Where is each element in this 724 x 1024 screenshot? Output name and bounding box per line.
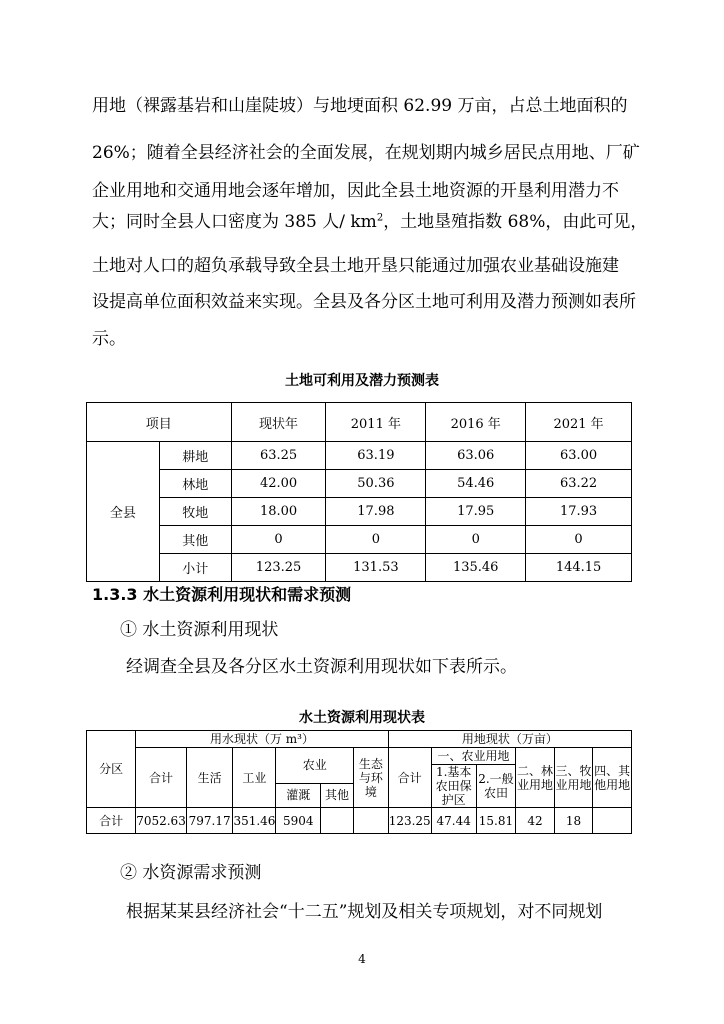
header-cell: 其他 bbox=[321, 783, 354, 807]
table-row bbox=[87, 526, 632, 554]
header-cell: 工业 bbox=[233, 748, 276, 808]
header-cell: 一、农业用地 bbox=[431, 748, 516, 765]
data-cell: 合计 bbox=[87, 808, 136, 834]
table1-caption: 土地可利用及潜力预测表 bbox=[285, 373, 439, 389]
paragraph-line bbox=[92, 212, 648, 232]
data-cell bbox=[321, 808, 354, 834]
header-cell: 四、其他用地 bbox=[593, 748, 632, 808]
header-cell: 生态与环境 bbox=[353, 748, 388, 808]
paragraph-line: 经调查全县及各分区水土资源利用现状如下表所示。 bbox=[126, 657, 517, 677]
data-cell: 123.25 bbox=[388, 808, 431, 834]
header-cell: 三、牧业用地 bbox=[554, 748, 593, 808]
value-cell: 18.00 bbox=[231, 498, 326, 526]
table-row bbox=[87, 554, 632, 582]
header-cell: 2.一般农田 bbox=[476, 765, 516, 808]
table-row bbox=[87, 498, 632, 526]
header-cell: 合计 bbox=[388, 748, 431, 808]
group-cell: 全县 bbox=[87, 442, 160, 582]
subsection-title: ② 水资源需求预测 bbox=[120, 863, 262, 883]
value-cell: 17.93 bbox=[526, 498, 632, 526]
item-cell: 牧地 bbox=[159, 498, 231, 526]
value-cell: 42.00 bbox=[231, 470, 326, 498]
value-cell: 135.46 bbox=[426, 554, 526, 582]
data-cell: 797.17 bbox=[186, 808, 233, 834]
value-cell: 0 bbox=[231, 526, 326, 554]
paragraph-line: 根据某某县经济社会“十二五”规划及相关专项规划，对不同规划 bbox=[126, 902, 603, 922]
paragraph-line: 示。 bbox=[92, 329, 126, 349]
header-cell: 灌溉 bbox=[276, 783, 321, 807]
header-cell: 分区 bbox=[87, 731, 136, 808]
data-cell: 47.44 bbox=[431, 808, 476, 834]
data-cell: 351.46 bbox=[233, 808, 276, 834]
table-row bbox=[87, 808, 632, 834]
value-cell: 63.06 bbox=[426, 442, 526, 470]
value-cell: 0 bbox=[426, 526, 526, 554]
data-cell: 42 bbox=[516, 808, 555, 834]
value-cell: 144.15 bbox=[526, 554, 632, 582]
paragraph-text: ，土地垦殖指数 68%，由此可见， bbox=[383, 212, 648, 232]
header-cell: 二、林业用地 bbox=[516, 748, 555, 808]
table-row bbox=[87, 470, 632, 498]
item-cell: 小计 bbox=[159, 554, 231, 582]
header-cell: 1.基本农田保护区 bbox=[431, 765, 476, 808]
value-cell: 63.25 bbox=[231, 442, 326, 470]
table-header-row bbox=[87, 748, 632, 765]
header-cell: 农业 bbox=[276, 748, 354, 784]
header-cell: 合计 bbox=[136, 748, 187, 808]
header-cell: 用水现状（万 m³） bbox=[136, 731, 388, 748]
land-potential-table bbox=[86, 402, 632, 582]
value-cell: 0 bbox=[526, 526, 632, 554]
paragraph-text: 大；同时全县人口密度为 385 人/ km bbox=[92, 212, 377, 232]
paragraph-line: 设提高单位面积效益来实现。全县及各分区土地可利用及潜力预测如表所 bbox=[92, 292, 636, 312]
data-cell: 7052.63 bbox=[136, 808, 187, 834]
value-cell: 0 bbox=[326, 526, 426, 554]
data-cell: 15.81 bbox=[476, 808, 516, 834]
paragraph-line: 土地对人口的超负承载导致全县土地开垦只能通过加强农业基础设施建 bbox=[92, 256, 619, 276]
table-row bbox=[87, 442, 632, 470]
value-cell: 123.25 bbox=[231, 554, 326, 582]
item-cell: 耕地 bbox=[159, 442, 231, 470]
data-cell bbox=[353, 808, 388, 834]
table-header-row bbox=[87, 403, 632, 442]
superscript: 2 bbox=[376, 212, 384, 224]
page-number: 4 bbox=[358, 952, 366, 966]
value-cell: 63.22 bbox=[526, 470, 632, 498]
table2-caption: 水土资源利用现状表 bbox=[299, 710, 425, 726]
header-cell: 2021 年 bbox=[526, 403, 632, 442]
header-cell: 生活 bbox=[186, 748, 233, 808]
table-header-row bbox=[87, 731, 632, 748]
value-cell: 63.00 bbox=[526, 442, 632, 470]
header-cell: 2016 年 bbox=[426, 403, 526, 442]
header-cell: 2011 年 bbox=[326, 403, 426, 442]
value-cell: 50.36 bbox=[326, 470, 426, 498]
data-cell bbox=[593, 808, 632, 834]
data-cell: 5904 bbox=[276, 808, 321, 834]
subsection-title: ① 水土资源利用现状 bbox=[120, 620, 279, 640]
paragraph-line: 企业用地和交通用地会逐年增加，因此全县土地资源的开垦利用潜力不 bbox=[92, 181, 619, 201]
item-cell: 其他 bbox=[159, 526, 231, 554]
value-cell: 54.46 bbox=[426, 470, 526, 498]
section-heading: 1.3.3 水土资源利用现状和需求预测 bbox=[92, 585, 352, 604]
paragraph-line: 用地（裸露基岩和山崖陡坡）与地埂面积 62.99 万亩，占总土地面积的 bbox=[92, 96, 628, 116]
header-cell: 项目 bbox=[87, 403, 232, 442]
data-cell: 18 bbox=[554, 808, 593, 834]
value-cell: 131.53 bbox=[326, 554, 426, 582]
water-land-table bbox=[86, 730, 632, 834]
value-cell: 63.19 bbox=[326, 442, 426, 470]
header-cell: 现状年 bbox=[231, 403, 326, 442]
value-cell: 17.95 bbox=[426, 498, 526, 526]
item-cell: 林地 bbox=[159, 470, 231, 498]
paragraph-line: 26%；随着全县经济社会的全面发展，在规划期内城乡居民点用地、厂矿 bbox=[92, 143, 640, 163]
value-cell: 17.98 bbox=[326, 498, 426, 526]
header-cell: 用地现状（万亩） bbox=[388, 731, 631, 748]
